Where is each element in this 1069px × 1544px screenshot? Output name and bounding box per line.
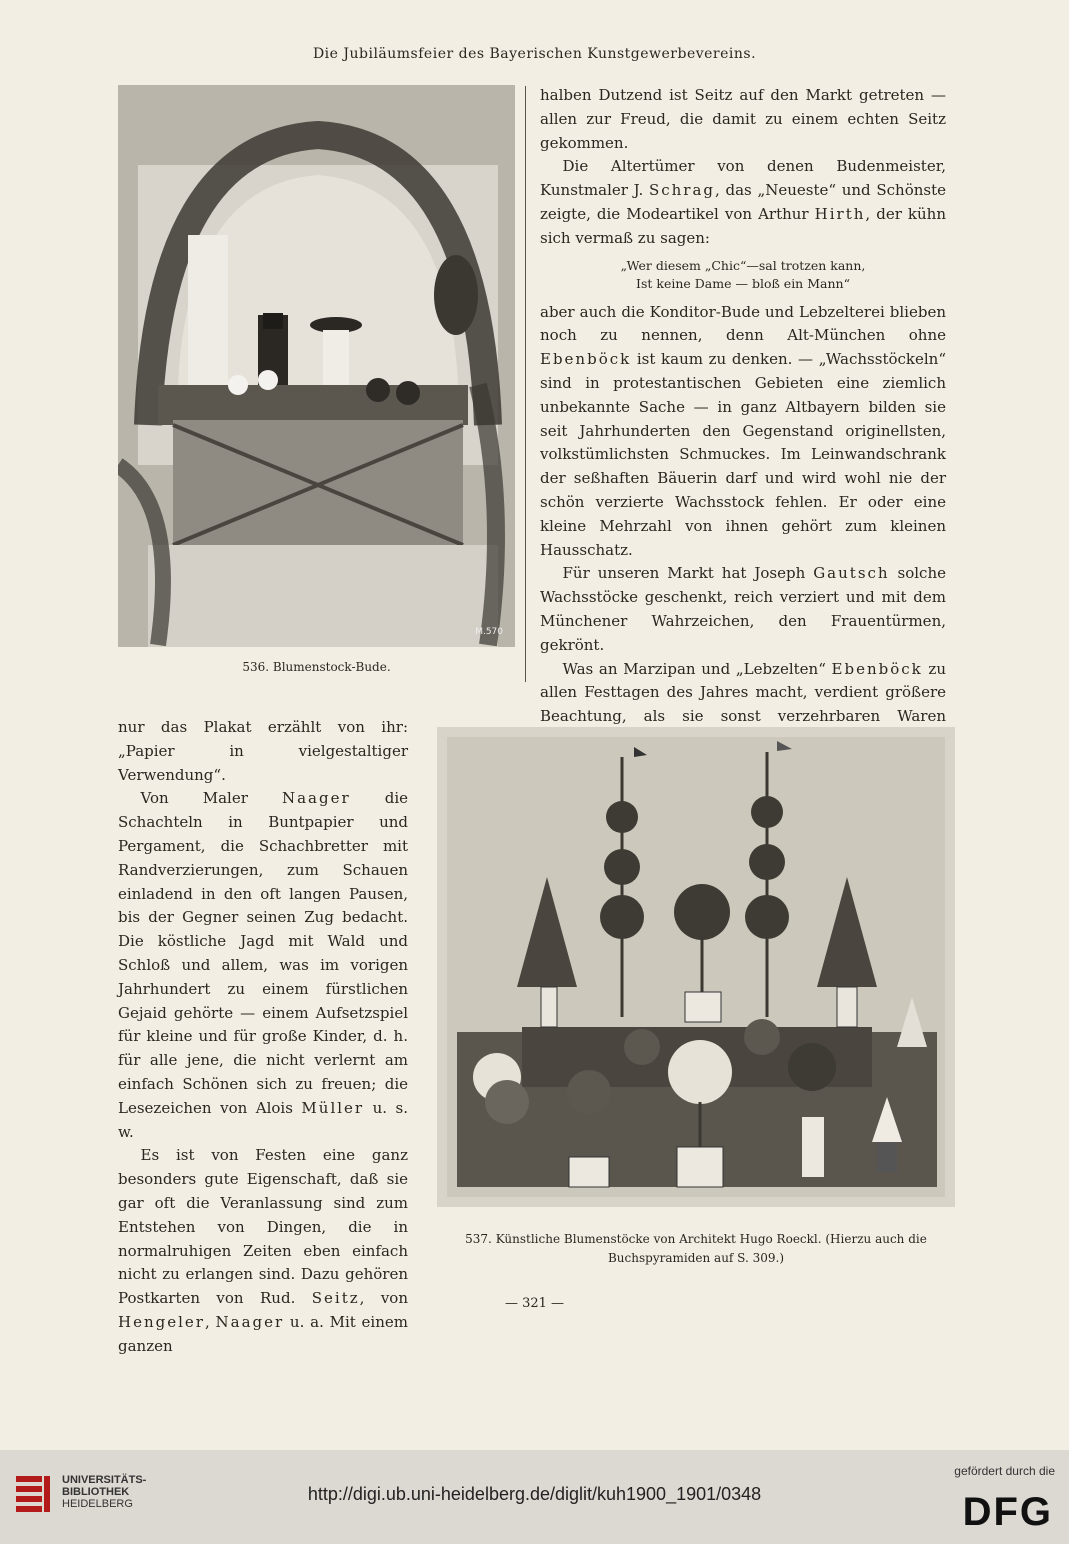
name-hengeler: Hengeler — [118, 1312, 205, 1331]
text: zu allen Festtagen des Jahres macht, verdient größere Beachtung, als sie sonst verzehrbaren Waren — [540, 659, 946, 726]
text: u. a. Mit einem ganzen — [118, 1312, 408, 1355]
verse-quote — [540, 257, 946, 293]
name-naager: Naager — [215, 1312, 285, 1331]
paragraph — [118, 1144, 408, 1358]
paragraph — [540, 562, 946, 657]
text: , — [204, 1312, 216, 1331]
paragraph: nur das Plakat erzählt von ihr: „Papier in vielgestaltiger Verwendung“. — [118, 718, 408, 784]
verse-line: „Wer diesem „Chic“—sal trotzen kann, — [620, 257, 866, 273]
text: , das „Neueste“ und Schönste zeigte, die Modeartikel von Arthur — [540, 181, 946, 223]
figure-536-caption: 536. Blumenstock-Bude. — [242, 660, 391, 674]
caption-line: 537. Künstliche Blumenstöcke von Architekt Hugo Roeckl. (Hierzu auch die — [465, 1232, 927, 1246]
text: Die Altertümer von denen Budenmeister, Kunstmaler J. — [540, 157, 946, 200]
caption-line: Buchspyramiden auf S. 309.) — [607, 1251, 784, 1265]
dfg-logo[interactable]: DFG — [962, 1490, 1053, 1534]
name-seitz: Seitz — [311, 1289, 360, 1308]
text: , der kühn sich vermaß zu sagen: — [540, 204, 946, 247]
text: Von Maler — [140, 789, 282, 808]
text: solche Wachsstöcke geschenkt, reich verziert und mit dem Münchener Wahrzeichen, den Frauentürmen, gekrönt. — [540, 564, 946, 654]
digitization-footer — [0, 1450, 1069, 1544]
figure-536-flower-booth-photo — [118, 85, 515, 647]
figure-537-artificial-flower-stands-photo — [437, 727, 955, 1207]
paragraph — [540, 155, 946, 250]
right-column-text — [540, 84, 946, 777]
paragraph — [118, 787, 408, 1144]
library-line: HEIDELBERG — [62, 1498, 133, 1510]
verse-line: Ist keine Dame — bloß ein Mann“ — [636, 275, 850, 291]
name-hirth: Hirth — [814, 204, 866, 223]
column-rule — [525, 86, 526, 682]
name-mueller: Müller — [301, 1098, 365, 1117]
text: Für unseren Markt hat Joseph — [562, 564, 814, 583]
name-schrag: Schrag — [648, 181, 716, 200]
sponsor-text: gefördert durch die — [954, 1464, 1055, 1478]
text: , von — [359, 1289, 408, 1308]
page-number: — 321 — — [504, 1296, 565, 1311]
library-line: UNIVERSITÄTS- — [62, 1474, 147, 1486]
text: aber auch die Konditor-Bude und Lebzelterei blieben noch zu nennen, denn Alt-München ohne — [540, 302, 946, 345]
library-line: BIBLIOTHEK — [62, 1486, 130, 1498]
name-ebenboeck: Ebenböck — [831, 659, 923, 678]
text: Was an Marzipan und „Lebzelten“ — [562, 659, 832, 678]
text: Es ist von Festen eine ganz besonders gute Eigenschaft, daß sie gar oft die Veranlassung sind zum Entstehen von Dingen, die in normalruhigen Zeiten eben einfach nicht zu erlangen sind. Dazu gehören Postkarten von Rud. — [118, 1146, 408, 1308]
flower-stands-illustration — [437, 727, 955, 1207]
running-head: Die Jubiläumsfeier des Bayerischen Kunstgewerbevereins. — [312, 46, 757, 62]
figure-537-caption — [437, 1230, 955, 1268]
paragraph: halben Dutzend ist Seitz auf den Markt getreten — allen zur Freud, die damit zu einem echten Seitz gekommen. — [540, 86, 946, 152]
flower-booth-illustration — [118, 85, 515, 647]
name-gautsch: Gautsch — [813, 564, 890, 583]
paragraph — [540, 301, 946, 563]
permalink-url[interactable]: http://digi.ub.uni-heidelberg.de/diglit/kuh1900_1901/0348 — [307, 1484, 762, 1504]
name-ebenboeck: Ebenböck — [540, 350, 632, 369]
text: die Schachteln in Buntpapier und Pergament, die Schachbretter mit Randverzierungen, zum Schauen einladend in den oft langen Pausen, bis der Gegner seinen Zug bedacht. Die köstliche Jagd mit Wald und Schloß und allem, was im vorigen Jahrhundert zu einem fürstlichen Gejaid gehörte — einem Aufsetzspiel für kleine und für große Kinder, d. h. für alle jene, die nicht verlernt am einfach Schönen sich zu freuen; die Lesezeichen von Alois — [118, 789, 408, 1117]
name-naager: Naager — [281, 789, 351, 808]
figure-536-mark: M.570 — [475, 627, 503, 637]
text: ist kaum zu denken. — „Wachsstöckeln“ sind in protestantischen Gebieten eine ziemlich unbekannte Sache — in ganz Altbayern bilden sie seit Jahrhunderten den Gegenstand originellsten, volkstümlichsten Schmuckes. Im Leinwandschrank der seßhaften Bäuerin darf und wird wohl nie der schön verzierte Wachsstock fehlen. Er oder eine kleine Mehrzahl von ihnen gehört zum kleinen Hausschatz. — [540, 350, 946, 559]
left-column-text — [118, 716, 408, 1359]
text: u. s. w. — [118, 1098, 408, 1141]
